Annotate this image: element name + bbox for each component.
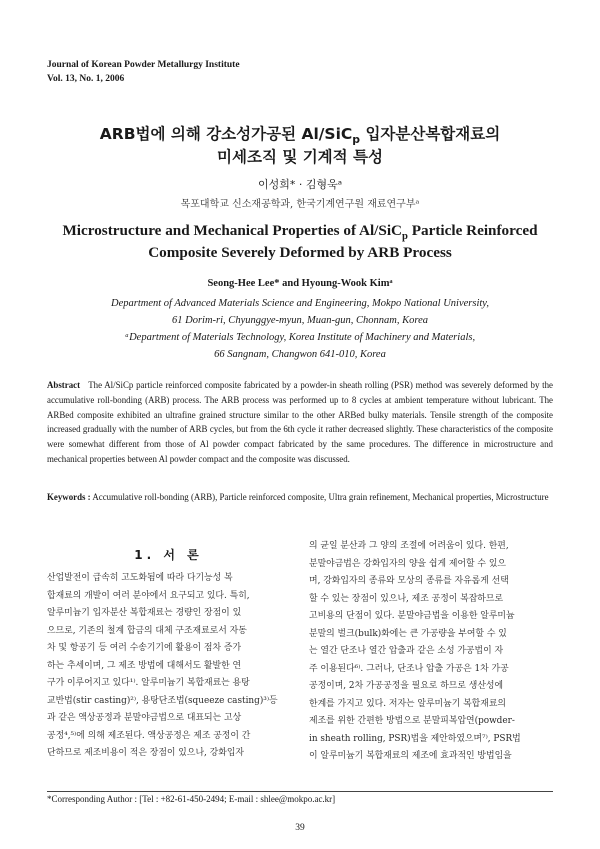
journal-name: Journal of Korean Powder Metallurgy Institute [47, 60, 240, 70]
body-line: 공정이며, 2차 가공공정을 필요로 하므로 생산성에 [309, 681, 504, 691]
affiliation-line: Department of Advanced Materials Science and Engineering, Mokpo National University, [110, 298, 490, 309]
body-column-left [47, 570, 292, 763]
body-line: 분말의 벌크(bulk)화에는 큰 가공량을 부여할 수 있 [309, 628, 507, 639]
body-line: 하는 추세이며, 그 제조 방법에 대해서도 활발한 연 [47, 660, 242, 671]
abstract [47, 378, 553, 467]
corresponding-author-footnote: *Corresponding Author : [Tel : +82-61-450-2494; E-mail : shlee@mokpo.ac.kr] [47, 794, 336, 804]
english-title-line1: Microstructure and Mechanical Properties of Al/SiC$_p$ Particle Reinforced [62, 222, 538, 243]
korean-authors: 이성희* · 김형욱ᵃ [257, 178, 343, 191]
body-line: 합재료의 개발이 여러 분야에서 요구되고 있다. 특히, [47, 590, 250, 601]
body-line: 고비용의 단점이 있다. 분말야금법을 이용한 알루미늄 [309, 611, 515, 621]
keywords-text: Accumulative roll-bonding (ARB), Particle reinforced composite, Ultra grain refinement, Mechanical properties, Microstructure [92, 492, 549, 502]
body-line: 으므로, 기존의 철계 합금의 대체 구조재료로서 자동 [47, 625, 247, 636]
body-line: 분말야금법은 강화입자의 양을 쉽게 제어할 수 있으 [309, 558, 506, 569]
affiliation-line: 66 Sangnam, Changwon 641-010, Korea [214, 349, 386, 360]
abstract-label: Abstract [47, 380, 81, 390]
english-authors: Seong-Hee Lee* and Hyoung-Wook Kimᵃ [207, 278, 393, 289]
journal-volume: Vol. 13, No. 1, 2006 [47, 74, 125, 84]
affiliation-line: ᵃDepartment of Materials Technology, Korea Institute of Machinery and Materials, [124, 332, 476, 343]
korean-title-line2: 미세조직 및 기계적 특성 [217, 148, 383, 166]
journal-header [47, 58, 240, 86]
body-line: 공정⁴,⁵⁾에 의해 제조된다. 액상공정은 제조 공정이 간 [47, 730, 251, 741]
body-line: 산업발전이 급속히 고도화됨에 따라 다기능성 복 [47, 573, 233, 583]
body-line: 한계를 가지고 있다. 저자는 알루미늄기 복합재료의 [309, 698, 506, 709]
body-line: 의 균일 분산과 그 양의 조절에 어려움이 있다. 한편, [309, 541, 509, 551]
body-column-right [309, 538, 554, 766]
body-line: 구가 이루어지고 있다¹⁾. 알루미늄기 복합재료는 용탕 [47, 678, 250, 688]
body-line: 며, 강화입자의 종류와 모상의 종류를 자유롭게 선택 [309, 576, 509, 586]
keywords-label: Keywords : [47, 492, 91, 502]
body-line: 과 같은 액상공정과 분말야금법으로 대표되는 고상 [47, 713, 242, 723]
body-line: 주 이용된다⁶⁾. 그러나, 단조나 압출 가공은 1차 가공 [309, 663, 509, 674]
keywords [47, 490, 553, 505]
body-line: in sheath rolling, PSR)법을 제안하였으며⁷⁾, PSR법 [309, 733, 521, 744]
abstract-text: The Al/SiCp particle reinforced composite fabricated by a powder-in sheath rolling (PSR) method was severely deformed by the accumulative roll-bonding (ARB) process. The ARB process was performed up to 8 cycles at ambient temperature without lubricant. The ARBed composite exhibited an ultrafine grained structure similar to the other ARBed bulky materials. Tensile strength of the composite increased gradually with the number of ARB cycles, but from the 6th cycle it rather decreased slightly. These characteristics of the composite were somewhat different from those of Al powder compact fabricated by the same procedures. The difference in microstructure and mechanical properties between Al powder compact and the composite was discussed. [47, 380, 553, 464]
body-line: 이 알루미늄기 복합재료의 제조에 효과적인 방법임을 [309, 751, 512, 761]
body-line: 차 및 항공기 등 여러 수송기기에 활용이 점차 증가 [47, 643, 242, 653]
section-heading: 1. 서 론 [134, 548, 203, 562]
body-line: 는 열간 단조나 열간 압출과 같은 소성 가공법이 자 [309, 646, 504, 656]
body-line: 단하므로 제조비용이 적은 장점이 있으나, 강화입자 [47, 748, 244, 758]
footnote-divider [47, 791, 553, 792]
affiliation-line: 61 Dorim-ri, Chyunggye-myun, Muan-gun, Chonnam, Korea [172, 315, 428, 326]
body-line: 제조를 위한 간편한 방법으로 분말피복압연(powder- [309, 716, 515, 726]
korean-affiliation: 목포대학교 신소재공학과, 한국기계연구원 재료연구부ᵃ [180, 199, 420, 210]
body-line: 교반법(stir casting)²⁾, 용탕단조법(squeeze casting)³⁾등 [47, 695, 278, 706]
page-number: 39 [295, 823, 305, 833]
korean-title-line1: ARB법에 의해 강소성가공된 Al/SiC$_p$ 입자분산복합재료의 [99, 125, 501, 147]
english-title-line2: Composite Severely Deformed by ARB Process [148, 244, 452, 261]
body-line: 할 수 있는 장점이 있으나, 제조 공정이 복잡하므로 [309, 593, 504, 604]
body-line: 알루미늄기 입자분산 복합재료는 경량인 장점이 있 [47, 608, 242, 618]
